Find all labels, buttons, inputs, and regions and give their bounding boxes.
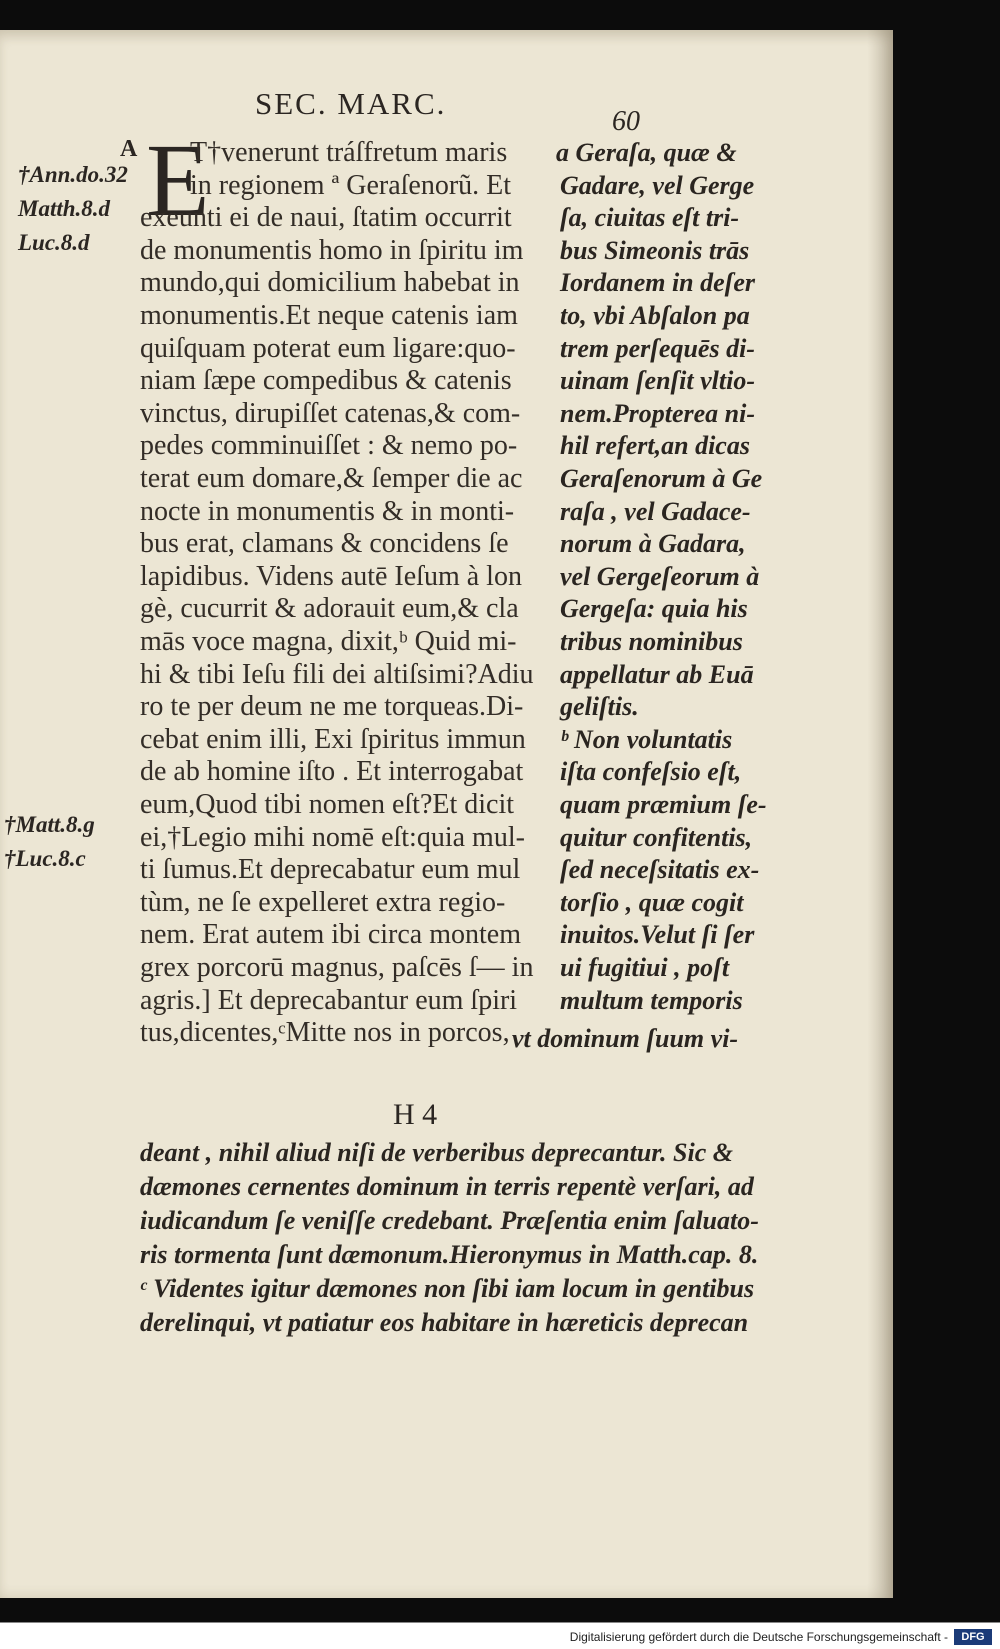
full-width-line: derelinqui, vt patiatur eos habitare in hæreticis deprecan bbox=[140, 1308, 749, 1337]
main-text-line: monumentis.Et neque catenis iam bbox=[140, 300, 518, 331]
main-text-line: grex porcorū magnus, paſcēs ſ— in bbox=[140, 952, 534, 983]
main-text-line: agris.] Et deprecabantur eum ſpiri bbox=[140, 984, 518, 1016]
full-width-line: ᶜ Videntes igitur dæmones non ſibi iam locum in gentibus bbox=[140, 1274, 755, 1303]
footer-credit: Digitalisierung gefördert durch die Deutsche Forschungsgemeinschaft - bbox=[569, 1630, 948, 1644]
gloss-line: multum temporis bbox=[560, 985, 743, 1015]
main-text-line: T†venerunt tráſfretum maris bbox=[190, 137, 508, 168]
folio-number: 60 bbox=[612, 106, 640, 137]
main-text-line: gè, cucurrit & adorauit eum,& cla bbox=[140, 593, 519, 625]
gloss-line: bus Simeonis trās bbox=[560, 235, 750, 265]
margin-note: †Matt.8.g bbox=[4, 812, 95, 837]
full-width-line: deant , nihil aliud niſi de verberibus deprecantur. Sic & bbox=[140, 1138, 733, 1167]
footer-bar bbox=[0, 1622, 1000, 1649]
main-text-line: tùm, ne ſe expelleret extra regio- bbox=[140, 886, 506, 918]
gloss-line: ſed neceſsitatis ex- bbox=[560, 855, 760, 885]
main-text-line: terat eum domare,& ſemper die ac bbox=[140, 463, 523, 494]
gloss-line: inuitos.Velut ſi ſer bbox=[560, 920, 755, 950]
gloss-line: iſta confeſsio eſt, bbox=[560, 757, 742, 787]
gloss-line: appellatur ab Euā bbox=[560, 659, 754, 689]
margin-note: †Luc.8.c bbox=[4, 846, 86, 871]
gloss-line: geliſtis. bbox=[560, 692, 639, 722]
main-text-line: quiſquam poterat eum ligare:quo- bbox=[140, 332, 516, 364]
gloss-line: torſio , quæ cogit bbox=[560, 887, 744, 917]
gloss-line: vt dominum ſuum vi- bbox=[512, 1024, 739, 1054]
gloss-line: Geraſenorum à Ge bbox=[560, 464, 763, 493]
gloss-line: uinam ſenſit vltio- bbox=[560, 366, 755, 396]
main-text-line: vinctus, dirupiſſet catenas,& com- bbox=[140, 397, 521, 429]
margin-note: †Ann.do.32 bbox=[18, 162, 128, 187]
main-text-line: ti ſumus.Et deprecabatur eum mul bbox=[140, 854, 521, 886]
signature-mark: H 4 bbox=[393, 1098, 438, 1131]
main-text-line: mundo,qui domicilium habebat in bbox=[140, 267, 520, 299]
page-gutter-shadow bbox=[867, 30, 893, 1598]
main-text-line: bus erat, clamans & concidens ſe bbox=[140, 528, 509, 560]
main-text-line: in regionem ª Geraſenorũ. Et bbox=[190, 169, 512, 201]
running-head: SEC. MARC. bbox=[255, 86, 447, 121]
main-text-line: de ab homine iſto . Et interrogabat bbox=[140, 756, 524, 788]
section-letter: A bbox=[120, 136, 138, 162]
main-text-line: lapidibus. Videns autē Ieſum à lon bbox=[140, 560, 522, 592]
gloss-line: norum à Gadara, bbox=[560, 529, 746, 559]
book-page bbox=[0, 30, 893, 1598]
main-text-line: eum,Quod tibi nomen eſt?Et dicit bbox=[140, 789, 515, 820]
main-text-line: ro te per deum ne me torqueas.Di- bbox=[140, 691, 524, 723]
gloss-line: tribus nominibus bbox=[560, 627, 743, 656]
gloss-line: vel Gergeſeorum à bbox=[560, 561, 760, 591]
gloss-line: ſa, ciuitas eſt tri- bbox=[560, 203, 740, 233]
gloss-line: Iordanem in deſer bbox=[560, 268, 755, 298]
gloss-line: trem perſequēs di- bbox=[560, 333, 755, 363]
main-text-line: mās voce magna, dixit,ᵇ Quid mi- bbox=[140, 626, 517, 657]
gloss-line: quam præmium ſe- bbox=[560, 790, 767, 819]
dfg-logo: DFG bbox=[954, 1629, 992, 1645]
main-text-line: niam ſæpe compedibus & catenis bbox=[140, 365, 512, 397]
full-width-line: dæmones cernentes dominum in terris repentè verſari, ad bbox=[140, 1172, 754, 1201]
main-text-line: cebat enim illi, Exi ſpiritus immun bbox=[140, 723, 526, 755]
gloss-line: Gergeſa: quia his bbox=[560, 594, 748, 624]
full-width-line: iudicandum ſe veniſſe credebant. Præſentia enim ſaluato- bbox=[140, 1206, 759, 1235]
main-text-line: exeunti ei de naui, ſtatim occurrit bbox=[140, 202, 512, 234]
main-text-line: nocte in monumentis & in monti- bbox=[140, 495, 515, 527]
gloss-line: quitur confitentis, bbox=[560, 822, 753, 852]
main-text-line: nem. Erat autem ibi circa montem bbox=[140, 919, 521, 951]
main-text-line: de monumentis homo in ſpiritu im bbox=[140, 234, 524, 266]
main-text-line: hi & tibi Ieſu fili dei altiſsimi?Adiu bbox=[140, 658, 534, 690]
margin-note: Luc.8.d bbox=[18, 230, 90, 255]
drop-cap: E bbox=[146, 123, 210, 238]
full-width-line: ris tormenta ſunt dæmonum.Hieronymus in Matth.cap. 8. bbox=[140, 1240, 759, 1269]
gloss-line: hil refert,an dicas bbox=[560, 431, 750, 461]
gloss-line: Gadare, vel Gerge bbox=[560, 170, 755, 200]
gloss-line: raſa , vel Gadace- bbox=[560, 496, 751, 526]
main-text-line: tus,dicentes,ᶜMitte nos in porcos, bbox=[140, 1017, 510, 1049]
gloss-line: nem.Propterea ni- bbox=[560, 398, 755, 428]
gloss-line: a Geraſa, quæ & bbox=[556, 138, 737, 167]
main-text-line: ei,†Legio mihi nomē eſt:quia mul- bbox=[140, 821, 525, 853]
gloss-line: ui fugitiui , poſt bbox=[560, 953, 730, 982]
gloss-line: ᵇ Non voluntatis bbox=[560, 724, 733, 754]
gloss-line: to, vbi Abſalon pa bbox=[560, 301, 750, 330]
margin-note: Matth.8.d bbox=[18, 196, 111, 221]
main-text-line: pedes comminuiſſet : & nemo po- bbox=[140, 430, 518, 462]
